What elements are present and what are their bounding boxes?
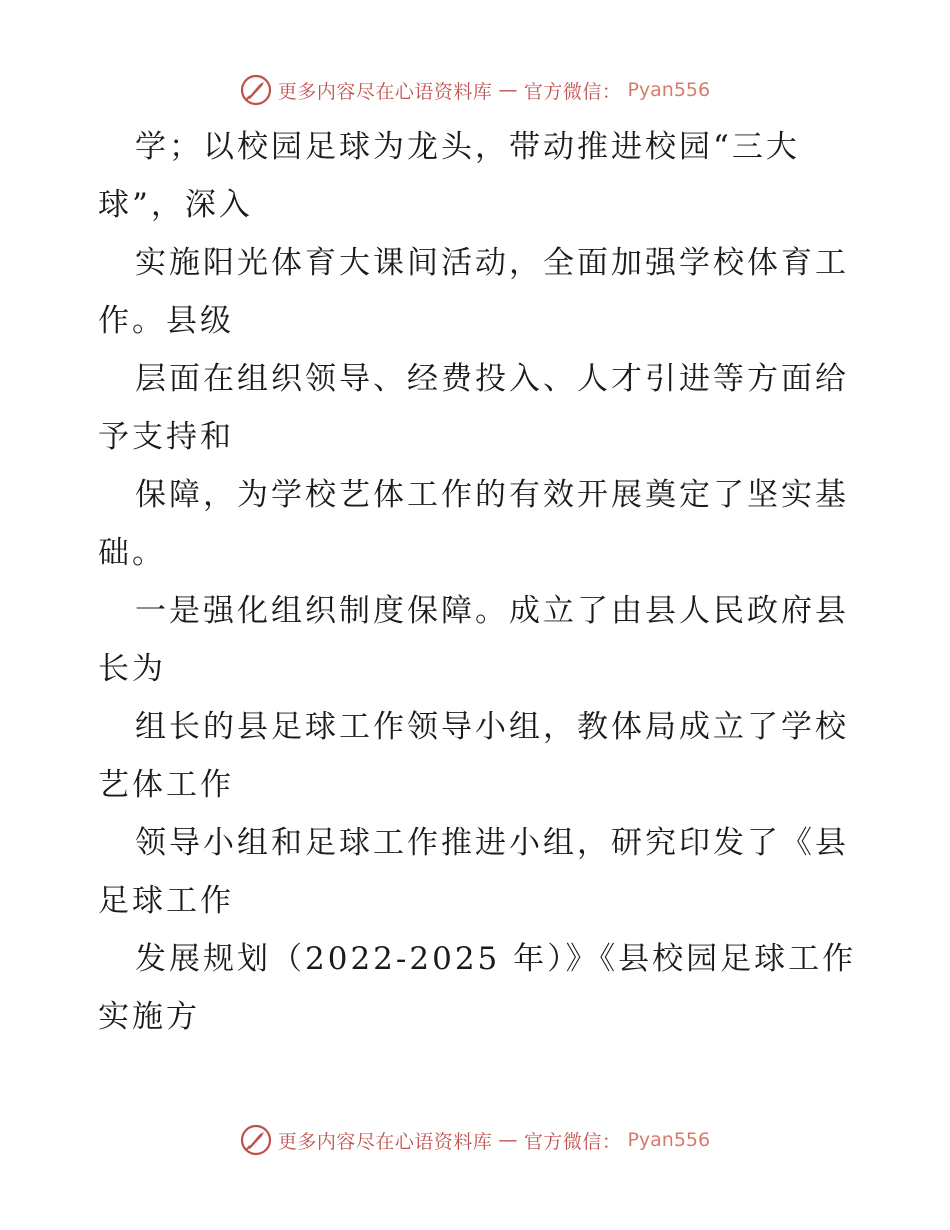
paragraph bbox=[0, 350, 950, 466]
watermark-channel: 官方微信： bbox=[523, 1130, 622, 1153]
watermark-separator: — bbox=[498, 79, 518, 101]
paragraph-line: 学；以校园足球为龙头，带动推进校园“三大 bbox=[135, 129, 800, 165]
paragraph bbox=[0, 118, 950, 234]
paragraph bbox=[0, 234, 950, 350]
paragraph bbox=[0, 582, 950, 698]
paragraph-line: 领导小组和足球工作推进小组，研究印发了《县 bbox=[135, 825, 849, 861]
watermark-channel: 官方微信： bbox=[523, 80, 622, 103]
paragraph-line: 长为 bbox=[98, 651, 166, 687]
paragraph-line: 保障，为学校艺体工作的有效开展奠定了坚实基 bbox=[135, 477, 849, 513]
watermark-id: Pyan556 bbox=[627, 1129, 711, 1151]
paragraph-line: 层面在组织领导、经费投入、人才引进等方面给 bbox=[135, 361, 849, 397]
paragraph bbox=[0, 698, 950, 814]
paragraph-line: 足球工作 bbox=[98, 883, 234, 919]
paragraph-line: 予支持和 bbox=[98, 419, 234, 455]
paragraph-line: 一是强化组织制度保障。成立了由县人民政府县 bbox=[135, 593, 849, 629]
paragraph-line: 组长的县足球工作领导小组，教体局成立了学校 bbox=[135, 709, 849, 745]
document-body bbox=[0, 118, 950, 1046]
header-watermark bbox=[0, 74, 950, 106]
paragraph bbox=[0, 466, 950, 582]
paragraph-line: 实施阳光体育大课间活动，全面加强学校体育工 bbox=[135, 245, 849, 281]
quill-pen-logo-icon bbox=[240, 1124, 272, 1156]
paragraph-line: 作。县级 bbox=[98, 303, 234, 339]
watermark-separator: — bbox=[498, 1129, 518, 1151]
quill-pen-logo-icon bbox=[240, 74, 272, 106]
paragraph-line: 础。 bbox=[98, 535, 166, 571]
paragraph bbox=[0, 814, 950, 930]
paragraph-line: 实施方 bbox=[98, 999, 200, 1035]
watermark-id: Pyan556 bbox=[627, 79, 711, 101]
footer-watermark bbox=[0, 1124, 950, 1156]
watermark-brand: 更多内容尽在心语资料库 bbox=[277, 80, 493, 103]
paragraph-line: 球”，深入 bbox=[98, 187, 253, 223]
paragraph bbox=[0, 930, 950, 1046]
paragraph-line: 艺体工作 bbox=[98, 767, 234, 803]
paragraph-line: 发展规划（2022-2025 年）》《县校园足球工作 bbox=[135, 941, 857, 977]
watermark-brand: 更多内容尽在心语资料库 bbox=[277, 1130, 493, 1153]
